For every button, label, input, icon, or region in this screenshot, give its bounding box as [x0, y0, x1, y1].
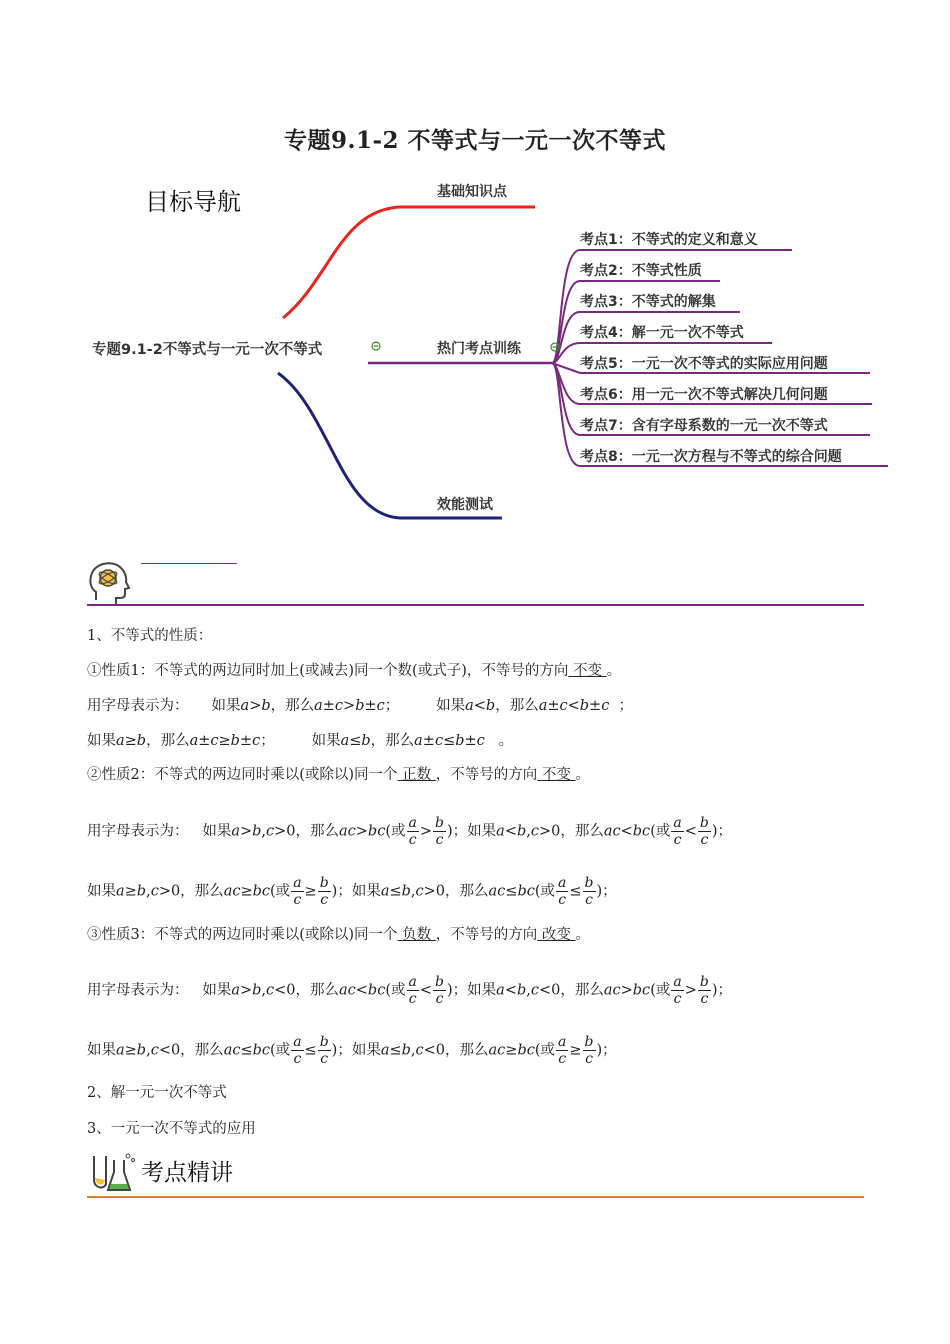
kaodian-5: 考点5：一元一次不等式的实际应用问题 — [580, 356, 828, 372]
knowledge-heading-1: 1、不等式的性质： — [87, 628, 213, 644]
property-2: ②性质2：不等式的两边同时乘以(或除以)同一个 正数 ，不等号的方向 不变 。 — [87, 767, 590, 783]
mindmap-branch-test: 效能测试 — [437, 497, 493, 513]
page-title: 专题9.1-2 不等式与一元一次不等式 — [283, 127, 667, 154]
property-1-formula-row-1: 用字母表示为： 如果a>b，那么a±c>b±c； 如果a<b，那么a±c<b±c ； — [87, 698, 634, 714]
kaodian-7: 考点7：含有字母系数的一元一次不等式 — [580, 418, 828, 434]
kaodian-3: 考点3：不等式的解集 — [580, 294, 716, 310]
property-2-formula-row-2: 如果a≥b,c>0，那么ac≥bc(或 $\frac{a}{c}$ ≥ $\frac{b}{c}$ )；如果a≤b,c>0，那么ac≤bc(或 $\frac{a}{c}$ ≤ $\frac{b}{c}$ )； — [87, 875, 617, 908]
nav-title: 目标导航 — [145, 188, 241, 216]
section2-rule — [87, 1196, 864, 1198]
section1-rule — [87, 604, 864, 606]
property-3: ③性质3：不等式的两边同时乘以(或除以)同一个 负数 ，不等号的方向 改变 。 — [87, 927, 590, 943]
knowledge-heading-3: 3、一元一次不等式的应用 — [87, 1121, 256, 1137]
kaodian-4: 考点4：解一元一次不等式 — [580, 325, 744, 341]
lab-flask-icon — [86, 1150, 136, 1196]
property-1: ①性质1：不等式的两边同时加上(或减去)同一个数(或式子)，不等号的方向 不变 。 — [87, 663, 622, 679]
knowledge-heading-2: 2、解一元一次不等式 — [87, 1085, 227, 1101]
kaodian-8: 考点8：一元一次方程与不等式的综合问题 — [580, 449, 842, 465]
mindmap-branch-hot: 热门考点训练 — [437, 341, 521, 357]
kaodian-1: 考点1：不等式的定义和意义 — [580, 232, 758, 248]
property-3-formula-row-1: 用字母表示为： 如果a>b,c<0，那么ac<bc(或 $\frac{a}{c}$ < $\frac{b}{c}$ )；如果a<b,c<0，那么ac>bc(或 $\frac{a}{c}$ > $\frac{b}{c}$ )； — [87, 974, 733, 1007]
section2-title: 考点精讲 — [141, 1160, 233, 1186]
property-2-formula-row-1: 用字母表示为： 如果a>b,c>0，那么ac>bc(或 $\frac{a}{c}$ > $\frac{b}{c}$ )；如果a<b,c>0，那么ac<bc(或 $\frac{a}{c}$ < $\frac{b}{c}$ )； — [87, 815, 733, 848]
property-3-formula-row-2: 如果a≥b,c<0，那么ac≤bc(或 $\frac{a}{c}$ ≤ $\frac{b}{c}$ )；如果a≤b,c<0，那么ac≥bc(或 $\frac{a}{c}$ ≥ $\frac{b}{c}$ )； — [87, 1034, 617, 1067]
mindmap-root: 专题9.1-2不等式与一元一次不等式 — [92, 342, 323, 358]
property-1-formula-row-2: 如果a≥b，那么a±c≥b±c； 如果a≤b，那么a±c≤b±c 。 — [87, 733, 514, 749]
kaodian-2: 考点2：不等式性质 — [580, 263, 702, 279]
brain-head-icon — [86, 558, 134, 606]
kaodian-6: 考点6：用一元一次不等式解决几何问题 — [580, 387, 828, 403]
section1-short-rule — [141, 563, 237, 564]
mindmap-branch-basic: 基础知识点 — [437, 184, 507, 200]
branch1-curve — [283, 207, 535, 318]
